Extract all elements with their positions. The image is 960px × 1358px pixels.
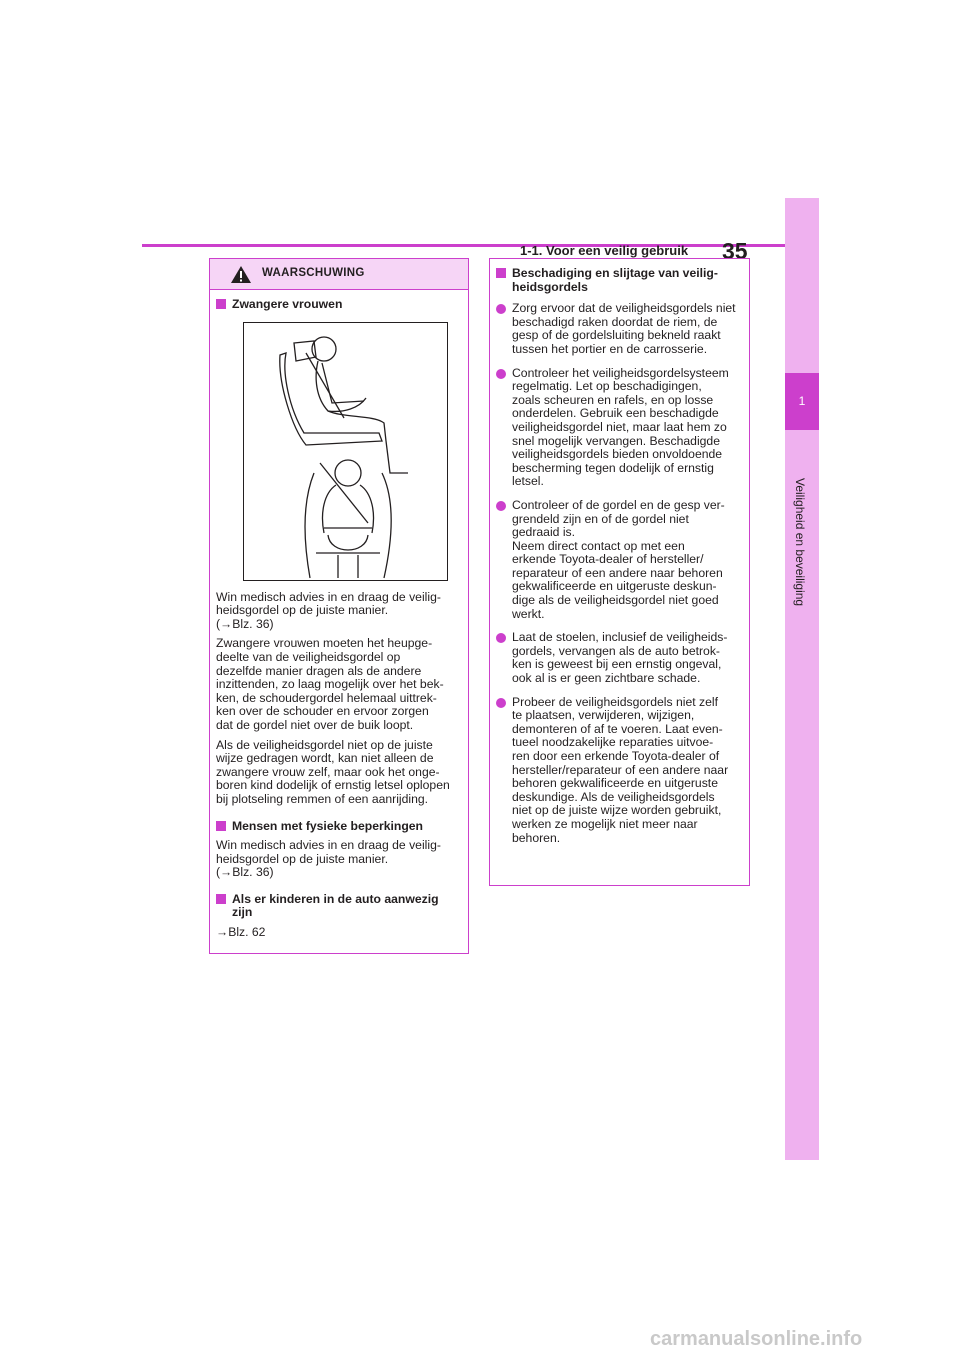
belt-damage-panel — [489, 258, 750, 886]
bullet-dot-icon — [496, 698, 506, 708]
heading-pregnant-women: Zwangere vrouwen — [216, 298, 462, 312]
illustration-svg — [244, 323, 447, 580]
chapter-side-tab[interactable] — [785, 198, 819, 1160]
page-number: 35 — [722, 238, 748, 264]
square-bullet-icon — [496, 268, 506, 278]
page-reference-link[interactable]: →Blz. 62 — [216, 925, 266, 940]
watermark: carmanualsonline.info — [650, 1328, 863, 1350]
warning-paragraph-2: Zwangere vrouwen moeten het heupge- deelte van de veiligheidsgordel op dezelfde manier dragen als de andere inzittenden, zo laag mogelijk over het bek- ken, de schoudergordel helemaal uittrek- ken over de schouder en ervoor zorgen dat de gordel niet over de buik loopt. — [216, 636, 444, 732]
warning-paragraph-3: Als de veiligheidsgordel niet op de juiste wijze gedragen wordt, kan niet alleen de zwangere vrouw zelf, maar ook het onge- boren kind dodelijk of ernstig letsel oplopen bij plotseling remmen of een aanrijding. — [216, 737, 450, 806]
bullet-dot-icon — [496, 633, 506, 643]
bullet-dot-icon — [496, 304, 506, 314]
bullet-dot-icon — [496, 501, 506, 511]
bullet-dot-icon — [496, 369, 506, 379]
heading-physical-limitations: Mensen met fysieke beperkingen — [216, 820, 462, 834]
list-item: Probeer de veiligheidsgordels niet zelf te plaatsen, verwijderen, wijzigen, demonteren of af te voeren. Laat even- tueel noodzakelijke reparaties uitvoe- ren door een erkende Toyota-dealer of hersteller/reparateur of een andere naar behoren gekwalificeerde en uitgeruste deskundige. Als de veiligheidsgordels niet op de juiste wijze worden gebruikt, werken ze mogelijk niet meer naar behoren. — [496, 696, 743, 846]
chapter-number: 1 — [785, 373, 819, 430]
square-bullet-icon — [216, 894, 226, 904]
square-bullet-icon — [216, 821, 226, 831]
pregnant-seatbelt-illustration — [243, 322, 448, 581]
warning-label: WAARSCHUWING — [262, 267, 365, 279]
list-item: Laat de stoelen, inclusief de veiligheids- gordels, vervangen als de auto betrok- ken is geweest bij een ernstig ongeval, ook al is er geen zichtbare schade. — [496, 631, 743, 685]
warning-header — [210, 259, 468, 290]
warning-paragraph-1: Win medisch advies in en draag de veilig- heidsgordel op de juiste manier. (→Blz. 36) — [216, 589, 441, 631]
warning-paragraph-4: Win medisch advies in en draag de veilig- heidsgordel op de juiste manier. (→Blz. 36) — [216, 838, 441, 880]
heading-children: Als er kinderen in de auto aanwezig zijn — [216, 893, 462, 920]
header-rule — [142, 244, 785, 247]
list-item: Zorg ervoor dat de veiligheidsgordels niet beschadigd raken doordat de riem, de gesp of de gordelsluiting bekneld raakt tussen het portier en de carrosserie. — [496, 302, 743, 356]
heading-belt-damage: Beschadiging en slijtage van veilig- heidsgordels — [496, 267, 743, 294]
warning-triangle-icon — [230, 265, 252, 284]
section-title: 1-1. Voor een veilig gebruik — [520, 243, 689, 258]
list-item: Controleer het veiligheidsgordelsysteem regelmatig. Let op beschadigingen, zoals scheuren en rafels, en op losse onderdelen. Gebruik een beschadigde veiligheidsgordel niet, maar laat hem zo snel mogelijk vervangen. Beschadigde veiligheidsgordels bieden onvoldoende bescherming tegen dodelijk of ernstig letsel. — [496, 367, 743, 489]
chapter-title: Veiligheid en beveiliging — [793, 478, 807, 607]
list-item: Controleer of de gordel en de gesp ver- grendeld zijn en of de gordel niet gedraaid is. Neem direct contact op met een erkende Toyota-dealer of hersteller/ reparateur of een andere naar behoren gekwalificeerde en uitgeruste deskun- dige als de veiligheidsgordel niet goed werkt. — [496, 499, 743, 621]
square-bullet-icon — [216, 299, 226, 309]
warning-panel — [209, 258, 469, 954]
